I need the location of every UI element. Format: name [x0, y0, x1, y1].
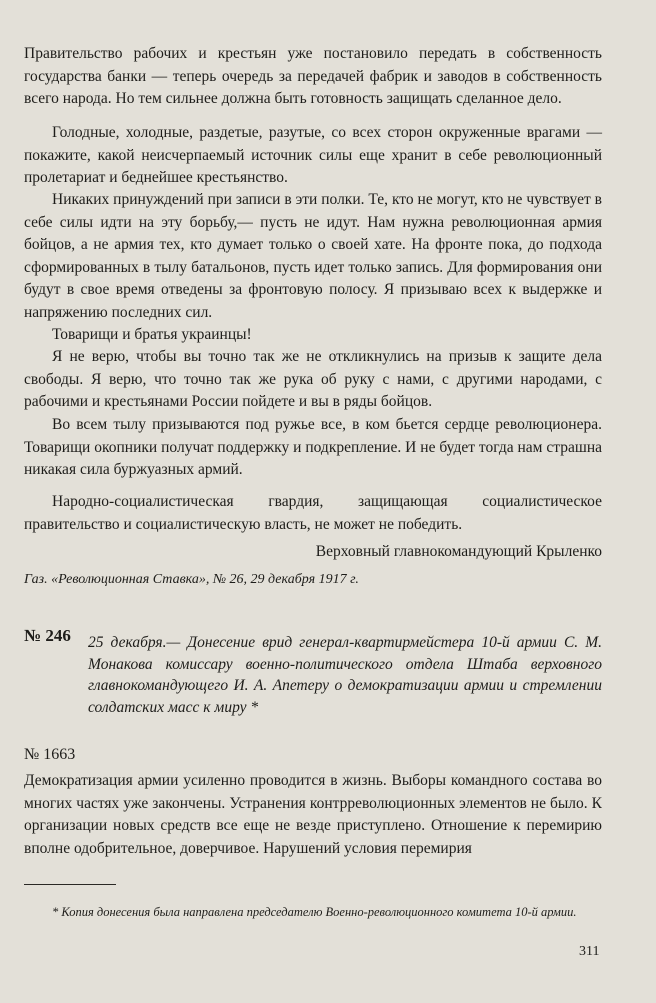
- paragraph-5: Я не верю, чтобы вы точно так же не откликнулись на призыв к защите дела свободы. Я верю, что точно так же рука об руку с нами, с другими народами, с рабочими и крестьянами России пойдете и вы в ряды бойцов.: [24, 348, 602, 410]
- paragraph-7: Народно-социалистическая гвардия, защищающая социалистическое правительство и социалистическую власть, не может не победить.: [24, 493, 602, 533]
- footnote: * Копия донесения была направлена председателю Военно-революционного комитета 10-й армии.: [52, 905, 577, 919]
- body-paragraph: Демократизация армии усиленно проводится в жизнь. Выборы командного состава во многих частях уже закончены. Устранения контрреволюционных элементов не было. К организации новых средств все еще не везде приступлено. Отношение к перемирию вполне одобрительное, доверчивое. Нарушений условия перемирия: [24, 772, 602, 857]
- signature: Верховный главнокомандующий Крыленко: [315, 543, 602, 560]
- document-number: № 246: [24, 626, 71, 645]
- paragraph-3: Никаких принуждений при записи в эти полки. Те, кто не могут, кто не чувствует в себе силы идти на эту борьбу,— пусть не идут. Нам нужна революционная армия бойцов, а не армия тех, кто думает только о своей хате. На фронте пока, до подхода сформированных в тылу батальонов, пусть идет только запись. Для формирования они будут в свое время отведены за фронтовую полосу. Я призываю всех к выдержке и напряжению последних сил.: [24, 191, 602, 321]
- footnote-divider: [24, 884, 116, 885]
- paragraph-2: Голодные, холодные, раздетые, разутые, со всех сторон окруженные врагами — покажите, какой неисчерпаемый источник силы еще хранит в себе революционный пролетариат и беднейшее крестьянство.: [24, 124, 602, 186]
- document-title: 25 декабря.— Донесение врид генерал-квартирмейстера 10-й армии С. М. Монакова комиссару военно-политического отдела Штаба верховного главнокомандующего И. А. Апетеру о демократизации армии и стремлении солдатских масс к миру *: [88, 634, 602, 716]
- reference-number: № 1663: [24, 746, 76, 763]
- paragraph-6: Во всем тылу призываются под ружье все, в ком бьется сердце революционера. Товарищи окопники получат поддержку и подкрепление. И не будет тогда нам страшна никакая сила буржуазных армий.: [24, 416, 602, 478]
- page-number: 311: [579, 944, 600, 959]
- paragraph-1: Правительство рабочих и крестьян уже постановило передать в собственность государства банки — теперь очередь за передачей фабрик и заводов в собственность всего народа. Но тем сильнее должна быть готовность защищать сделанное дело.: [24, 45, 602, 107]
- source-citation: Газ. «Революционная Ставка», № 26, 29 декабря 1917 г.: [24, 572, 359, 587]
- paragraph-4: Товарищи и братья украинцы!: [52, 326, 252, 343]
